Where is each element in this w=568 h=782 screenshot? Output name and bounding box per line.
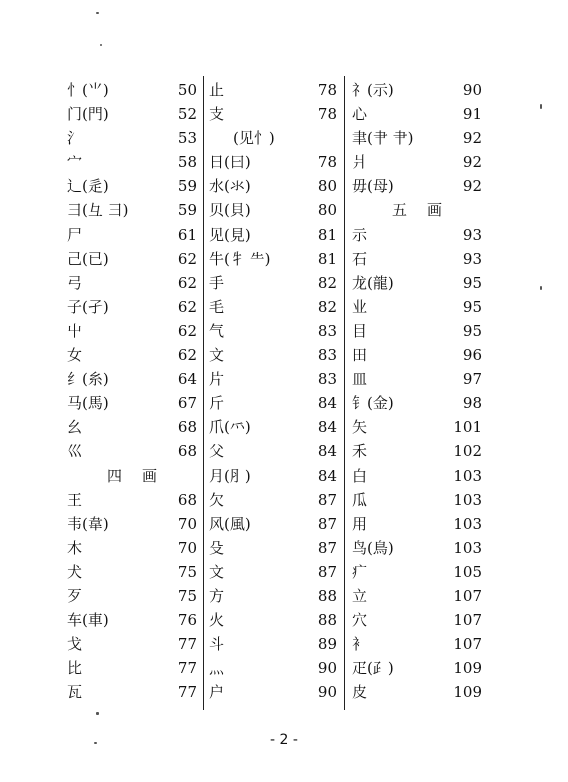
page-ref: 97 — [462, 370, 482, 389]
index-entry — [209, 198, 337, 222]
radical-label: 业 — [352, 297, 368, 316]
page-ref: 62 — [177, 297, 197, 316]
page-ref: 103 — [453, 538, 482, 557]
radical-label: 彐(彑 彐) — [67, 201, 129, 220]
scan-speck — [540, 286, 542, 290]
index-entry — [209, 632, 337, 656]
index-entry — [352, 632, 482, 656]
page-ref: 87 — [317, 562, 337, 581]
radical-label: 见(見) — [209, 225, 251, 244]
page-ref: 107 — [453, 586, 482, 605]
page-ref: 62 — [177, 273, 197, 292]
index-entry — [67, 319, 197, 343]
page-ref: 68 — [177, 490, 197, 509]
index-entry — [209, 343, 337, 367]
index-entry — [352, 150, 482, 174]
radical-label: 斤 — [209, 394, 225, 413]
radical-label: 文 — [209, 346, 225, 365]
radical-label: 木 — [67, 538, 83, 557]
index-entry — [67, 512, 197, 536]
column-divider — [344, 76, 345, 710]
radical-label: 衤 — [352, 635, 368, 654]
radical-label: 止 — [209, 81, 225, 99]
radical-label: 支 — [209, 105, 225, 124]
radical-label: 手 — [209, 273, 225, 292]
index-entry — [209, 271, 337, 295]
radical-label: 白 — [352, 466, 368, 485]
index-entry — [352, 319, 482, 343]
radical-label: 皮 — [352, 683, 368, 702]
page-ref: 87 — [317, 490, 337, 509]
radical-label: 示 — [352, 225, 368, 244]
index-entry — [352, 174, 482, 198]
index-entry — [67, 656, 197, 680]
page-ref: 81 — [317, 225, 337, 244]
index-entry — [209, 223, 337, 247]
index-entry — [209, 295, 337, 319]
radical-label: 毋(母) — [352, 177, 394, 196]
page-ref: 78 — [317, 81, 337, 99]
page-ref: 67 — [177, 394, 197, 413]
radical-label: 斗 — [209, 635, 225, 654]
index-entry — [352, 247, 482, 271]
index-entry — [352, 295, 482, 319]
index-entry — [67, 536, 197, 560]
index-entry — [209, 608, 337, 632]
page-ref: 80 — [317, 177, 337, 196]
heading-unit: 画 — [142, 466, 158, 485]
radical-label: 贝(貝) — [209, 201, 251, 220]
page-ref: 77 — [177, 659, 197, 678]
radical-label: 片 — [209, 370, 225, 389]
page-ref: 87 — [317, 538, 337, 557]
radical-label: 皿 — [352, 370, 368, 389]
page-ref: 90 — [462, 81, 482, 99]
radical-label: 巛 — [67, 442, 83, 461]
index-entry — [67, 198, 197, 222]
radical-label: 瓦 — [67, 683, 83, 702]
scan-speck — [100, 44, 102, 46]
radical-label: 禾 — [352, 442, 368, 461]
index-entry — [352, 680, 482, 704]
index-entry — [67, 126, 197, 150]
page-ref: 102 — [453, 442, 482, 461]
radical-label: 殳 — [209, 538, 225, 557]
index-entry — [209, 656, 337, 680]
index-entry — [352, 608, 482, 632]
page-ref: 58 — [177, 153, 197, 172]
page-ref: 84 — [317, 394, 337, 413]
page-ref: 93 — [462, 225, 482, 244]
page-ref: 84 — [317, 466, 337, 485]
index-entry — [67, 584, 197, 608]
index-entry — [352, 271, 482, 295]
page-ref: 105 — [453, 562, 482, 581]
page-ref: 88 — [317, 586, 337, 605]
page-ref: 62 — [177, 346, 197, 365]
index-entry — [352, 512, 482, 536]
page-ref: 96 — [462, 346, 482, 365]
radical-label: 幺 — [67, 418, 83, 437]
index-entry — [209, 126, 337, 150]
radical-label: 聿(⺺ 肀) — [352, 129, 414, 148]
page-ref: 81 — [317, 249, 337, 268]
index-entry — [209, 439, 337, 463]
index-entry — [352, 560, 482, 584]
page-ref: 62 — [177, 249, 197, 268]
radical-label: 月(⺼) — [209, 466, 251, 485]
page-ref: 95 — [462, 297, 482, 316]
index-entry — [209, 488, 337, 512]
index-entry — [209, 680, 337, 704]
page-ref: 68 — [177, 418, 197, 437]
heading-label — [352, 198, 482, 222]
radical-label: 文 — [209, 562, 225, 581]
radical-label: 户 — [209, 683, 225, 702]
page-ref: 61 — [177, 225, 197, 244]
index-entry — [67, 150, 197, 174]
page-ref: 92 — [462, 129, 482, 148]
page-ref: 87 — [317, 514, 337, 533]
radical-label: 欠 — [209, 490, 225, 509]
radical-label: 纟(糸) — [67, 370, 109, 389]
page-ref: 52 — [177, 105, 197, 124]
radical-label: 子(孑) — [67, 297, 109, 316]
scan-speck — [94, 742, 97, 744]
index-entry — [352, 415, 482, 439]
index-entry — [352, 102, 482, 126]
page-ref: 107 — [453, 635, 482, 654]
page-ref: 103 — [453, 490, 482, 509]
index-entry — [209, 102, 337, 126]
page-ref: 78 — [317, 153, 337, 172]
page-ref: 95 — [462, 321, 482, 340]
radical-label: 立 — [352, 586, 368, 605]
radical-label: 石 — [352, 249, 368, 268]
index-entry — [352, 488, 482, 512]
index-entry — [209, 174, 337, 198]
stroke-count-heading — [67, 464, 197, 488]
index-entry — [67, 174, 197, 198]
index-column-1 — [67, 78, 197, 704]
radical-label: 目 — [352, 321, 368, 340]
index-entry — [67, 560, 197, 584]
index-entry — [209, 415, 337, 439]
index-entry — [352, 78, 482, 102]
page-ref: 88 — [317, 611, 337, 630]
page-ref: 59 — [177, 201, 197, 220]
radical-label: 戈 — [67, 635, 83, 654]
radical-label: 牛(牜 ⺧) — [209, 249, 271, 268]
index-entry — [352, 343, 482, 367]
page-ref: 82 — [317, 297, 337, 316]
stroke-count-heading — [352, 198, 482, 222]
index-entry — [352, 439, 482, 463]
radical-label: 毛 — [209, 297, 225, 316]
page-ref: 83 — [317, 370, 337, 389]
radical-label: 马(馬) — [67, 394, 109, 413]
page-ref: 59 — [177, 177, 197, 196]
page-ref: 109 — [453, 659, 482, 678]
index-entry — [352, 536, 482, 560]
radical-label: 尸 — [67, 225, 83, 244]
page-ref: 91 — [462, 105, 482, 124]
radical-label: 氵 — [67, 129, 83, 148]
page-ref: 70 — [177, 514, 197, 533]
page-ref: 90 — [317, 659, 337, 678]
index-entry — [352, 126, 482, 150]
index-entry — [67, 415, 197, 439]
index-entry — [209, 536, 337, 560]
scan-speck — [540, 104, 542, 109]
radical-label: 忄(⺌) — [67, 81, 109, 99]
scan-speck — [96, 12, 99, 14]
radical-label: 韦(韋) — [67, 514, 109, 533]
page-ref: 84 — [317, 442, 337, 461]
page-ref: 70 — [177, 538, 197, 557]
index-entry — [352, 223, 482, 247]
page-ref: 62 — [177, 321, 197, 340]
page-ref: 83 — [317, 346, 337, 365]
radical-label: 屮 — [67, 321, 83, 340]
radical-label: 田 — [352, 346, 368, 365]
page-ref: 68 — [177, 442, 197, 461]
page-ref: 101 — [453, 418, 482, 437]
radical-label: 矢 — [352, 418, 368, 437]
heading-number: 四 — [106, 466, 122, 485]
radical-label: 女 — [67, 346, 83, 365]
index-entry — [67, 295, 197, 319]
index-entry — [352, 367, 482, 391]
radical-label: 车(車) — [67, 611, 109, 630]
radical-label: 歹 — [67, 586, 83, 605]
index-entry — [209, 560, 337, 584]
index-entry — [67, 247, 197, 271]
index-entry — [209, 512, 337, 536]
page-ref: 109 — [453, 683, 482, 702]
index-entry — [67, 680, 197, 704]
page-ref: 89 — [317, 635, 337, 654]
index-entry — [67, 223, 197, 247]
index-entry — [209, 78, 337, 102]
radical-label: 疋(⺪) — [352, 659, 394, 678]
radical-label: 气 — [209, 321, 225, 340]
scan-speck — [96, 712, 99, 715]
page-ref: 95 — [462, 273, 482, 292]
radical-label: 辶(辵) — [67, 177, 109, 196]
heading-unit: 画 — [427, 201, 443, 220]
radical-label: 灬 — [209, 659, 225, 678]
index-column-2 — [209, 78, 337, 704]
radical-label: 疒 — [352, 562, 368, 581]
page-ref: 64 — [177, 370, 197, 389]
page-ref: 103 — [453, 514, 482, 533]
page-ref: 93 — [462, 249, 482, 268]
radical-label: 风(風) — [209, 514, 251, 533]
page-ref: 75 — [177, 586, 197, 605]
radical-label: 爿 — [352, 153, 368, 172]
radical-label: 比 — [67, 659, 83, 678]
radical-label: 方 — [209, 586, 225, 605]
radical-label: 礻(示) — [352, 81, 394, 99]
radical-label: 犬 — [67, 562, 83, 581]
page-ref: 84 — [317, 418, 337, 437]
page-ref: 92 — [462, 177, 482, 196]
page-ref: 53 — [177, 129, 197, 148]
heading-label — [67, 464, 197, 488]
heading-number: 五 — [391, 201, 407, 220]
index-entry — [67, 102, 197, 126]
radical-label: 心 — [352, 105, 368, 124]
index-entry — [209, 464, 337, 488]
index-entry — [67, 632, 197, 656]
radical-label: 钅(金) — [352, 394, 394, 413]
radical-label: 火 — [209, 611, 225, 630]
index-entry — [67, 608, 197, 632]
radical-label: 龙(龍) — [352, 273, 394, 292]
index-entry — [67, 391, 197, 415]
page-ref: 76 — [177, 611, 197, 630]
index-entry — [352, 584, 482, 608]
index-entry — [67, 78, 197, 102]
radical-label: 瓜 — [352, 490, 368, 509]
page-ref: 50 — [177, 81, 197, 99]
radical-label: 门(門) — [67, 105, 109, 124]
page-ref: 103 — [453, 466, 482, 485]
index-entry — [352, 464, 482, 488]
page-ref: 92 — [462, 153, 482, 172]
page-ref: 98 — [462, 394, 482, 413]
radical-label: 用 — [352, 514, 368, 533]
radical-label: 爪(⺤) — [209, 418, 251, 437]
page-ref: 82 — [317, 273, 337, 292]
page-ref: 78 — [317, 105, 337, 124]
radical-label: 鸟(鳥) — [352, 538, 394, 557]
page-ref: 83 — [317, 321, 337, 340]
radical-label: 弓 — [67, 273, 83, 292]
column-divider — [203, 76, 204, 710]
radical-label: 日(曰) — [209, 153, 251, 172]
index-entry — [209, 367, 337, 391]
page-ref: 75 — [177, 562, 197, 581]
index-entry — [209, 391, 337, 415]
radical-label: (见忄) — [233, 129, 275, 148]
radical-label: 父 — [209, 442, 225, 461]
page-ref: 80 — [317, 201, 337, 220]
page-ref: 107 — [453, 611, 482, 630]
radical-label: 宀 — [67, 153, 83, 172]
index-entry — [67, 488, 197, 512]
index-entry — [67, 367, 197, 391]
radical-label: 己(已) — [67, 249, 109, 268]
index-entry — [209, 247, 337, 271]
page-number: - 2 - — [270, 732, 298, 748]
index-entry — [67, 271, 197, 295]
page-ref: 77 — [177, 683, 197, 702]
index-entry — [352, 391, 482, 415]
index-entry — [67, 343, 197, 367]
page-ref: 77 — [177, 635, 197, 654]
page-ref: 90 — [317, 683, 337, 702]
index-entry — [209, 584, 337, 608]
index-entry — [209, 150, 337, 174]
index-column-3 — [352, 78, 482, 704]
index-entry — [209, 319, 337, 343]
index-entry — [352, 656, 482, 680]
radical-label: 水(氺) — [209, 177, 251, 196]
index-entry — [67, 439, 197, 463]
radical-label: 王 — [67, 490, 83, 509]
radical-label: 穴 — [352, 611, 368, 630]
